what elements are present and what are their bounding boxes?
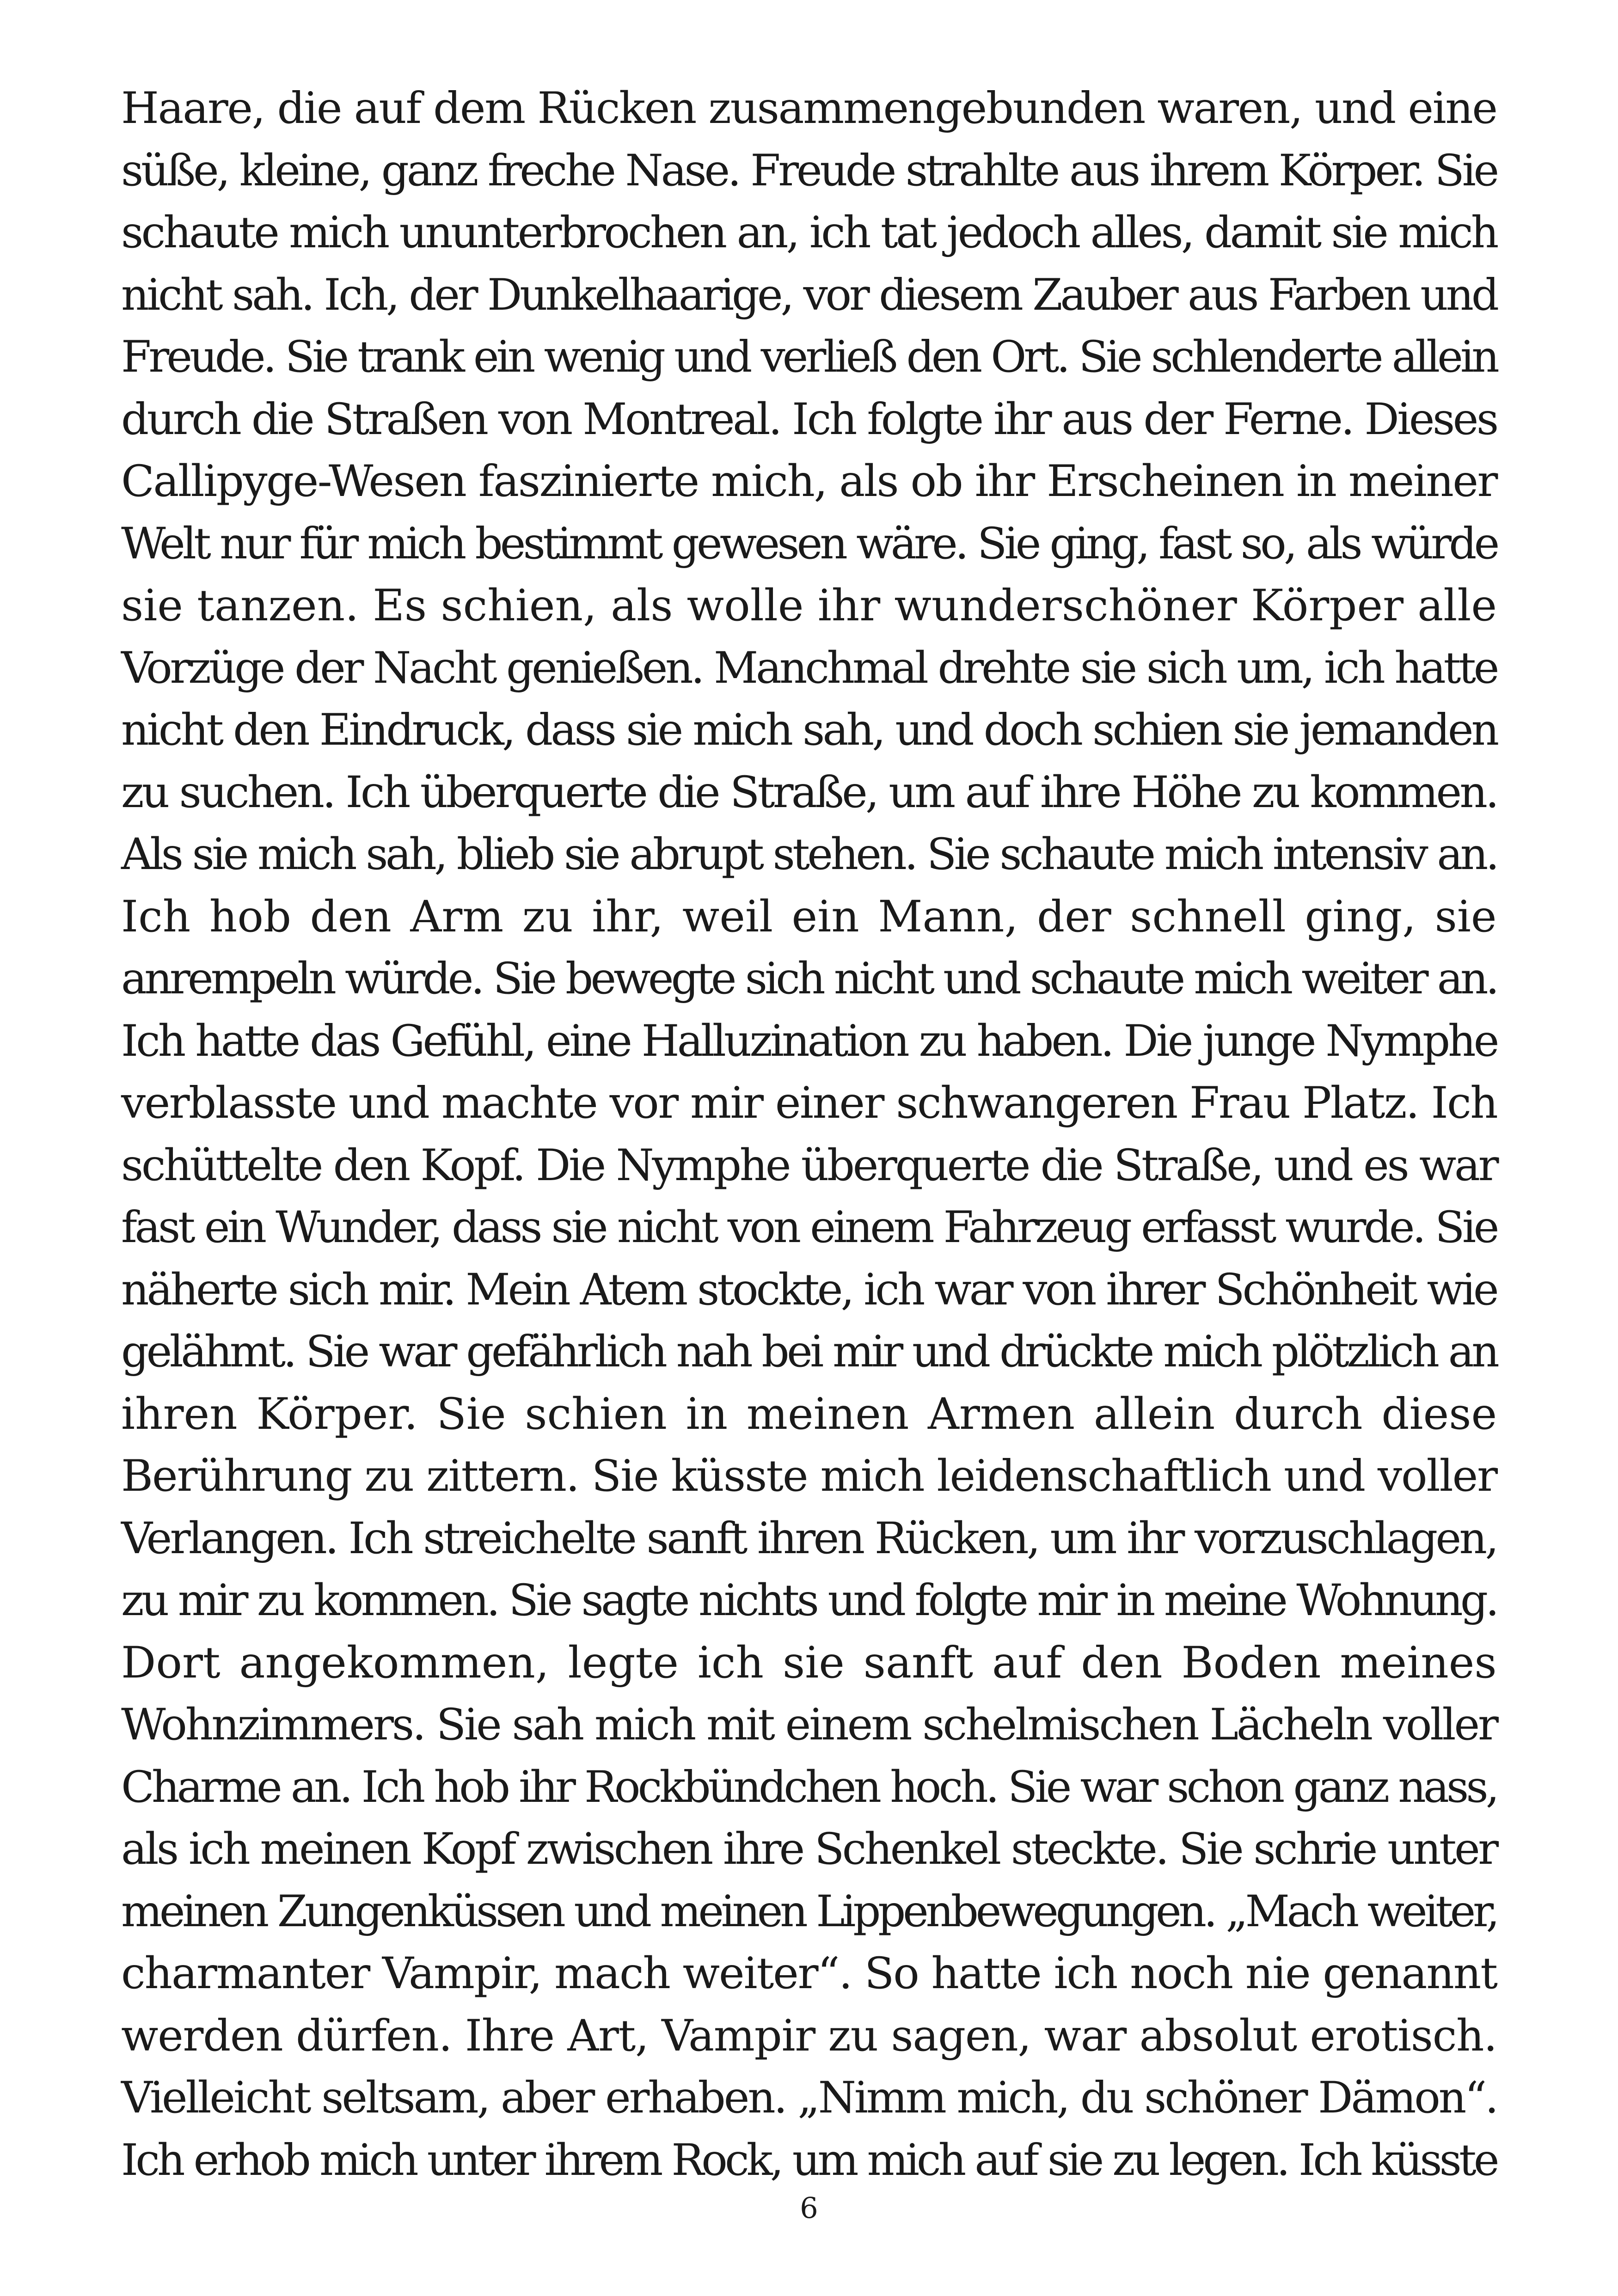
page-number: 6 xyxy=(800,2191,818,2225)
text-line: Verlangen. Ich streichelte sanft ihren Rücken, um ihr vorzuschlagen, xyxy=(121,1513,1497,1564)
text-line: nicht sah. Ich, der Dunkelhaarige, vor diesem Zauber aus Farben und xyxy=(121,269,1497,320)
text-line: Als sie mich sah, blieb sie abrupt stehen. Sie schaute mich intensiv an. xyxy=(121,829,1497,880)
text-line: näherte sich mir. Mein Atem stockte, ich war von ihrer Schönheit wie xyxy=(121,1264,1497,1315)
text-line: Ich hatte das Gefühl, eine Halluzination zu haben. Die junge Nymphe xyxy=(121,1016,1497,1066)
text-line: Charme an. Ich hob ihr Rockbündchen hoch. Sie war schon ganz nass, xyxy=(121,1762,1497,1812)
text-line: Welt nur für mich bestimmt gewesen wäre. Sie ging, fast so, als würde xyxy=(121,518,1497,569)
text-line: Wohnzimmers. Sie sah mich mit einem schelmischen Lächeln voller xyxy=(121,1700,1497,1750)
text-line: Dort angekommen, legte ich sie sanft auf den Boden meines xyxy=(121,1637,1497,1688)
text-line: ihren Körper. Sie schien in meinen Armen allein durch diese xyxy=(121,1389,1497,1439)
text-line: zu suchen. Ich überquerte die Straße, um auf ihre Höhe zu kommen. xyxy=(121,767,1497,818)
text-line: als ich meinen Kopf zwischen ihre Schenkel steckte. Sie schrie unter xyxy=(121,1824,1497,1874)
text-line: süße, kleine, ganz freche Nase. Freude strahlte aus ihrem Körper. Sie xyxy=(121,145,1497,196)
text-line: schaute mich ununterbrochen an, ich tat jedoch alles, damit sie mich xyxy=(121,208,1497,258)
text-line: anrempeln würde. Sie bewegte sich nicht und schaute mich weiter an. xyxy=(121,954,1497,1004)
text-line: Haare, die auf dem Rücken zusammengebunden waren, und eine xyxy=(121,83,1497,134)
text-line: Freude. Sie trank ein wenig und verließ den Ort. Sie schlenderte allein xyxy=(121,332,1497,382)
body-text xyxy=(121,78,1497,2192)
text-line: zu mir zu kommen. Sie sagte nichts und folgte mir in meine Wohnung. xyxy=(121,1575,1497,1626)
text-line: durch die Straßen von Montreal. Ich folgte ihr aus der Ferne. Dieses xyxy=(121,394,1497,445)
text-line: werden dürfen. Ihre Art, Vampir zu sagen, war absolut erotisch. xyxy=(121,2010,1497,2061)
text-line: Ich hob den Arm zu ihr, weil ein Mann, der schnell ging, sie xyxy=(121,891,1497,942)
text-line: gelähmt. Sie war gefährlich nah bei mir und drückte mich plötzlich an xyxy=(121,1327,1497,1377)
text-line: Vorzüge der Nacht genießen. Manchmal drehte sie sich um, ich hatte xyxy=(121,643,1497,693)
text-line: Vielleicht seltsam, aber erhaben. „Nimm mich, du schöner Dämon“. xyxy=(121,2073,1497,2123)
text-line: Ich erhob mich unter ihrem Rock, um mich auf sie zu legen. Ich küsste xyxy=(121,2135,1497,2186)
text-line: fast ein Wunder, dass sie nicht von einem Fahrzeug erfasst wurde. Sie xyxy=(121,1202,1497,1253)
text-line: Berührung zu zittern. Sie küsste mich leidenschaftlich und voller xyxy=(121,1451,1497,1501)
text-line: sie tanzen. Es schien, als wolle ihr wunderschöner Körper alle xyxy=(121,581,1497,631)
text-line: meinen Zungenküssen und meinen Lippenbewegungen. „Mach weiter, xyxy=(121,1886,1497,1937)
text-line: verblasste und machte vor mir einer schwangeren Frau Platz. Ich xyxy=(121,1078,1497,1128)
text-line: nicht den Eindruck, dass sie mich sah, und doch schien sie jemanden xyxy=(121,705,1497,755)
text-line: Callipyge-Wesen faszinierte mich, als ob ihr Erscheinen in meiner xyxy=(121,456,1497,507)
text-line: schüttelte den Kopf. Die Nymphe überquerte die Straße, und es war xyxy=(121,1140,1497,1191)
text-line: charmanter Vampir, mach weiter“. So hatte ich noch nie genannt xyxy=(121,1948,1497,1999)
